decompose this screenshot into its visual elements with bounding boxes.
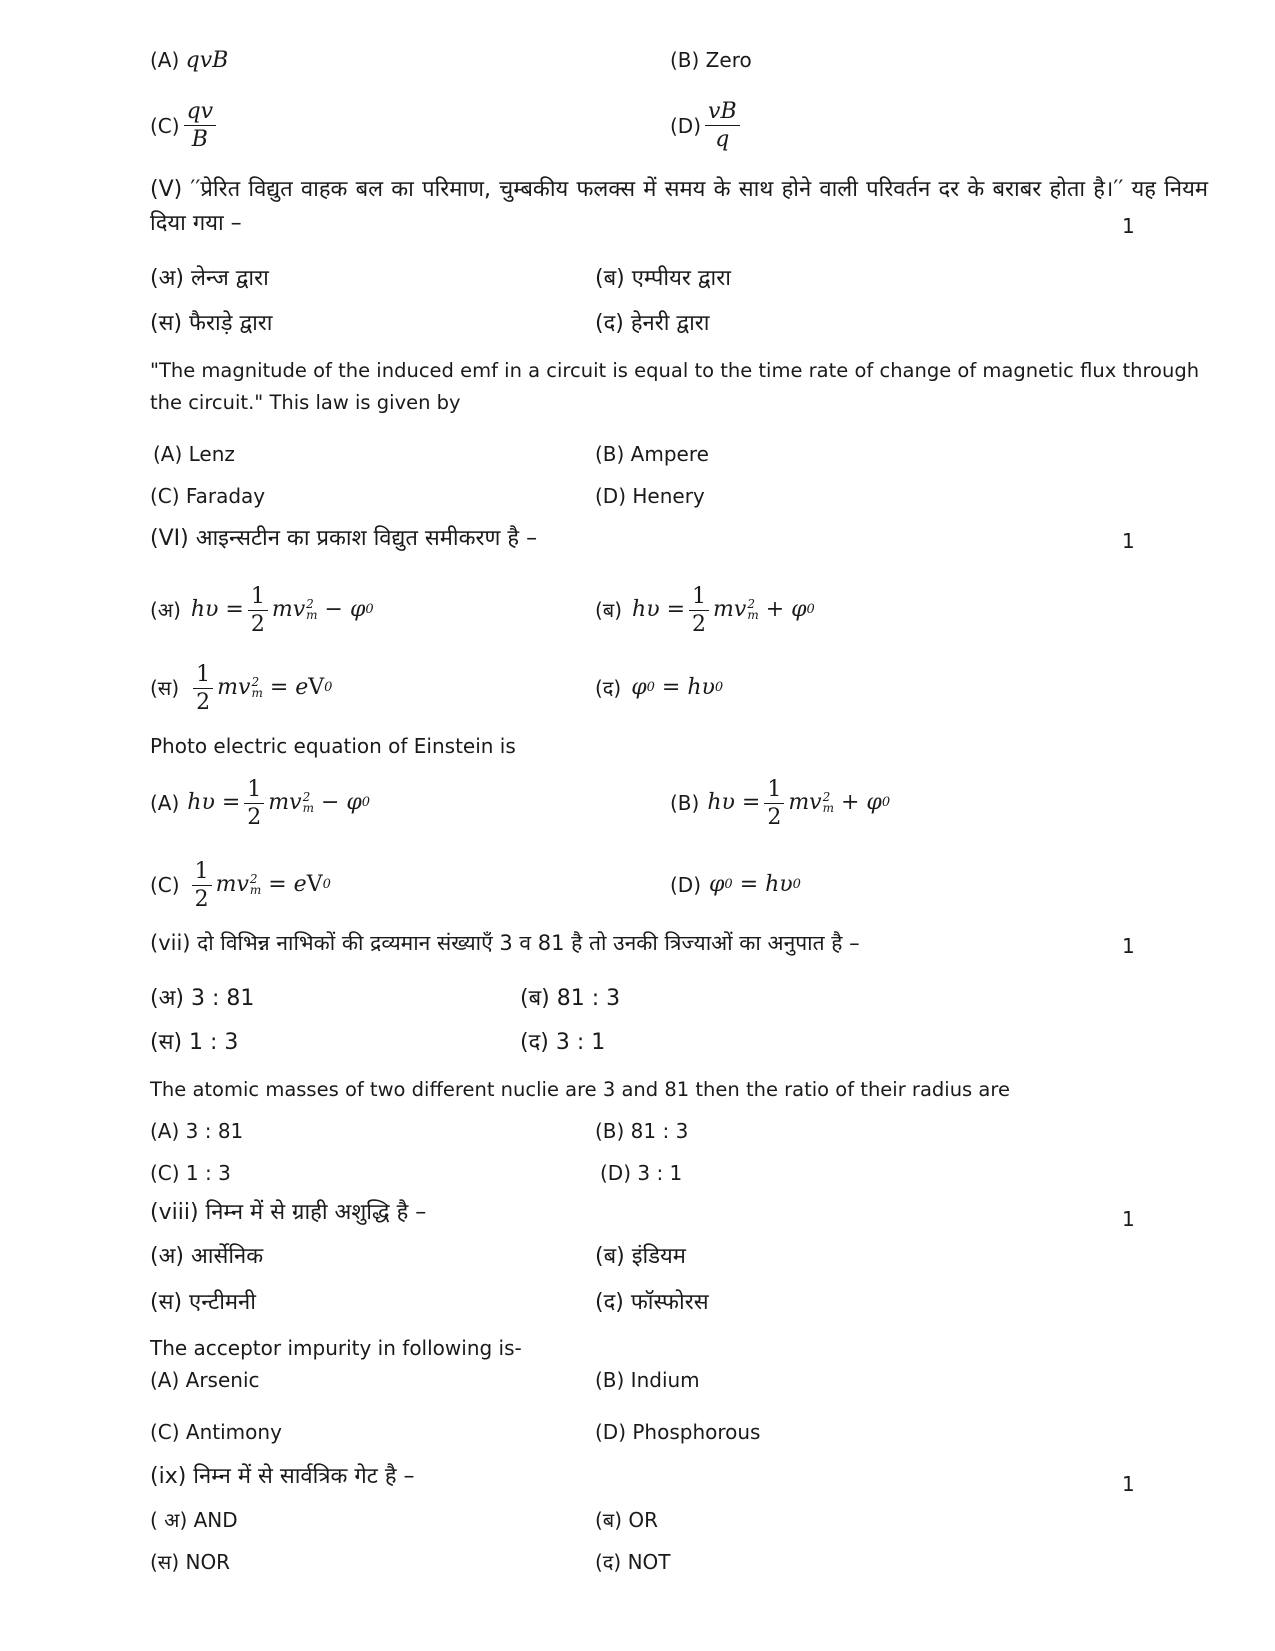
q8-english-question: The acceptor impurity in following is- bbox=[150, 1336, 522, 1360]
q7-english-option-c: (C) 1 : 3 bbox=[150, 1161, 231, 1185]
q6-hindi-option-d: (द) φ 0 = hυ 0 bbox=[595, 675, 724, 700]
q5-english-option-a: (A) Lenz bbox=[153, 442, 235, 466]
q7-hindi-option-b: (ब) 81 : 3 bbox=[520, 986, 621, 1011]
q7-english-option-d: (D) 3 : 1 bbox=[600, 1161, 683, 1185]
q6-hindi-question: (VI) आइन्सटीन का प्रकाश विद्युत समीकरण है – bbox=[150, 526, 538, 551]
q6-hindi-option-a: (अ) hυ = $\frac{1}{2}$ mv 2 m − φ 0 bbox=[150, 583, 374, 637]
q8-english-option-b: (B) Indium bbox=[595, 1368, 700, 1392]
q9-hindi-option-c: (स) NOR bbox=[150, 1550, 231, 1574]
q6-hindi-option-b: (ब) hυ = $\frac{1}{2}$ mv 2 m + φ 0 bbox=[595, 583, 815, 637]
q5-marks: 1 bbox=[1122, 214, 1135, 238]
q8-english-option-a: (A) Arsenic bbox=[150, 1368, 260, 1392]
q4-option-c: (C) $\frac{qv}{B}$ bbox=[150, 98, 220, 153]
q4-option-d: (D) $\frac{vB}{q}$ bbox=[670, 98, 744, 153]
q5-english-option-d: (D) Henery bbox=[595, 484, 705, 508]
q5-hindi-option-a: (अ) लेन्ज द्वारा bbox=[150, 266, 269, 291]
q7-english-option-b: (B) 81 : 3 bbox=[595, 1119, 689, 1143]
q8-marks: 1 bbox=[1122, 1207, 1135, 1231]
q9-hindi-option-a: ( अ) AND bbox=[150, 1508, 238, 1532]
q7-hindi-option-a: (अ) 3 : 81 bbox=[150, 986, 255, 1011]
q9-hindi-option-d: (द) NOT bbox=[595, 1550, 671, 1574]
q5-hindi-option-c: (स) फैराड़े द्वारा bbox=[150, 311, 273, 336]
q5-hindi-option-d: (द) हेनरी द्वारा bbox=[595, 311, 710, 336]
q7-hindi-question: (vii) दो विभिन्न नाभिकों की द्रव्यमान संख्याएँ 3 व 81 है तो उनकी त्रिज्याओं का अनुपात है – bbox=[150, 931, 860, 955]
q9-hindi-option-b: (ब) OR bbox=[595, 1508, 659, 1532]
q5-english-option-c: (C) Faraday bbox=[150, 484, 266, 508]
q8-english-option-c: (C) Antimony bbox=[150, 1420, 282, 1444]
q8-hindi-option-d: (द) फॉस्फोरस bbox=[595, 1290, 709, 1315]
q8-hindi-option-b: (ब) इंडियम bbox=[595, 1244, 686, 1269]
q9-hindi-question: (ix) निम्न में से सार्वत्रिक गेट है – bbox=[150, 1464, 415, 1489]
q5-english-question: "The magnitude of the induced emf in a circuit is equal to the time rate of change of magnetic flux through the circuit." This law is given by bbox=[150, 359, 1200, 414]
q6-english-option-c: (C) $\frac{1}{2}$ mv 2 m = e V 0 bbox=[150, 858, 331, 912]
q7-marks: 1 bbox=[1122, 934, 1135, 958]
q5-english-option-b: (B) Ampere bbox=[595, 442, 709, 466]
q7-hindi-option-c: (स) 1 : 3 bbox=[150, 1030, 239, 1055]
q7-english-question: The atomic masses of two different nuclie are 3 and 81 then the ratio of their radius are bbox=[150, 1078, 1010, 1101]
q8-hindi-option-c: (स) एन्टीमनी bbox=[150, 1290, 256, 1315]
q8-hindi-question: (viii) निम्न में से ग्राही अशुद्धि है – bbox=[150, 1200, 427, 1225]
q6-hindi-option-c: (स) $\frac{1}{2}$ mv 2 m = e V 0 bbox=[150, 661, 333, 715]
q5-hindi-option-b: (ब) एम्पीयर द्वारा bbox=[595, 266, 731, 291]
q8-hindi-option-a: (अ) आर्सेनिक bbox=[150, 1244, 264, 1269]
q6-english-option-d: (D) φ 0 = hυ 0 bbox=[670, 872, 801, 897]
q4-option-a: (A) qvB bbox=[150, 48, 229, 73]
q4-option-b: (B) Zero bbox=[670, 48, 752, 72]
q9-marks: 1 bbox=[1122, 1472, 1135, 1496]
q6-english-question: Photo electric equation of Einstein is bbox=[150, 734, 516, 758]
q6-english-option-a: (A) hυ = $\frac{1}{2}$ mv 2 m − φ 0 bbox=[150, 776, 371, 830]
q6-english-option-b: (B) hυ = $\frac{1}{2}$ mv 2 m + φ 0 bbox=[670, 776, 891, 830]
q5-hindi-question: (V) ′′प्रेरित विद्युत वाहक बल का परिमाण, चुम्बकीय फलक्स में समय के साथ होने वाली परिवर्तन दर के बराबर होता है।′′ यह नियम दिया गया – bbox=[150, 177, 1208, 236]
q7-english-option-a: (A) 3 : 81 bbox=[150, 1119, 244, 1143]
q6-marks: 1 bbox=[1122, 529, 1135, 553]
q7-hindi-option-d: (द) 3 : 1 bbox=[520, 1030, 606, 1055]
q8-english-option-d: (D) Phosphorous bbox=[595, 1420, 761, 1444]
